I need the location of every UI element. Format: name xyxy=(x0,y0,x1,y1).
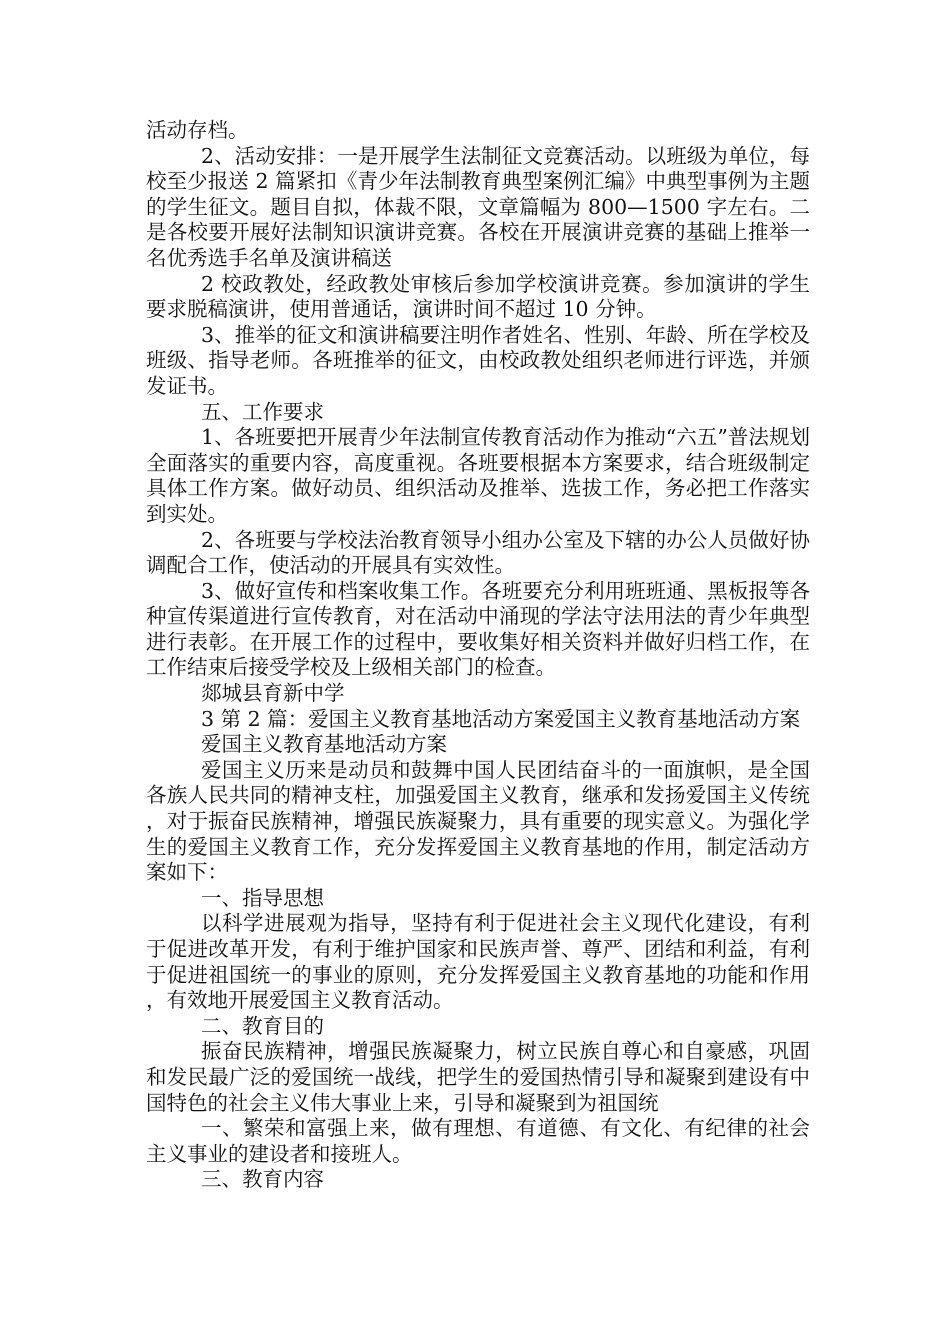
paragraph-recommendation: 3、推举的征文和演讲稿要注明作者姓名、性别、年龄、所在学校及班级、指导老师。各班推举的征文，由校政教处组织老师进行评选，并颁发证书。 xyxy=(146,322,810,398)
document-body xyxy=(146,118,810,1193)
paragraph-requirement-1: 1、各班要把开展青少年法制宣传教育活动作为推动“六五”普法规划全面落实的重要内容，高度重视。各班要根据本方案要求，结合班级制定具体工作方案。做好动员、组织活动及推举、选拔工作，务必把工作落实到实处。 xyxy=(146,425,810,526)
paragraph-education-purpose: 振奋民族精神，增强民族凝聚力，树立民族自尊心和自豪感，巩固和发民最广泛的爱国统一战线，把学生的爱国热情引导和凝聚到建设有中国特色的社会主义伟大事业上来，引导和凝聚到为祖国统 xyxy=(146,1039,810,1115)
paragraph-speech-contest: 2 校政教处，经政教处审核后参加学校演讲竞赛。参加演讲的学生要求脱稿演讲，使用普通话，演讲时间不超过 10 分钟。 xyxy=(146,271,810,322)
paragraph-requirement-2: 2、各班要与学校法治教育领导小组办公室及下辖的办公人员做好协调配合工作，使活动的开展具有实效性。 xyxy=(146,527,810,578)
paragraph-activity-arrangement: 2、活动安排：一是开展学生法制征文竞赛活动。以班级为单位，每校至少报送 2 篇紧扣《青少年法制教育典型案例汇编》中典型事例为主题的学生征文。题目自拟，体裁不限，文章篇幅为 800—1500 字左右。二是各校要开展好法制知识演讲竞赛。各校在开展演讲竞赛的基础上推举一名优秀选手名单及演讲稿送 xyxy=(146,143,810,270)
section-heading-guiding-ideology: 一、指导思想 xyxy=(201,885,324,910)
paragraph-introduction: 爱国主义历来是动员和鼓舞中国人民团结奋斗的一面旗帜，是全国各族人民共同的精神支柱，加强爱国主义教育，继承和发扬爱国主义传统，对于振奋民族精神，增强民族凝聚力，具有重要的现实意义。为强化学生的爱国主义教育工作，充分发挥爱国主义教育基地的作用，制定活动方案如下： xyxy=(146,757,810,885)
paragraph-prosperity: 一、繁荣和富强上来，做有理想、有道德、有文化、有纪律的社会主义事业的建设者和接班人。 xyxy=(146,1116,810,1166)
paragraph-archive: 活动存档。 xyxy=(146,118,249,142)
section-heading-education-purpose: 二、教育目的 xyxy=(201,1013,324,1038)
article-title-2: 3 第 2 篇：爱国主义教育基地活动方案爱国主义教育基地活动方案 xyxy=(201,706,801,731)
paragraph-requirement-3: 3、做好宣传和档案收集工作。各班要充分利用班班通、黑板报等各种宣传渠道进行宣传教育，对在活动中涌现的学法守法用法的青少年典型进行表彰。在开展工作的过程中，要收集好相关资料并做好归档工作，在工作结束后接受学校及上级相关部门的检查。 xyxy=(146,578,810,680)
section-heading-education-content: 三、教育内容 xyxy=(201,1167,324,1192)
section-heading-work-requirements: 五、工作要求 xyxy=(201,399,324,424)
paragraph-guiding-ideology: 以科学进展观为指导，坚持有利于促进社会主义现代化建设，有利于促进改革开发，有利于维护国家和民族声誉、尊严、团结和利益，有利于促进祖国统一的事业的原则，充分发挥爱国主义教育基地的功能和作用，有效地开展爱国主义教育活动。 xyxy=(146,911,810,1013)
document-title: 爱国主义教育基地活动方案 xyxy=(201,732,447,757)
school-name: 郯城县育新中学 xyxy=(201,681,345,706)
